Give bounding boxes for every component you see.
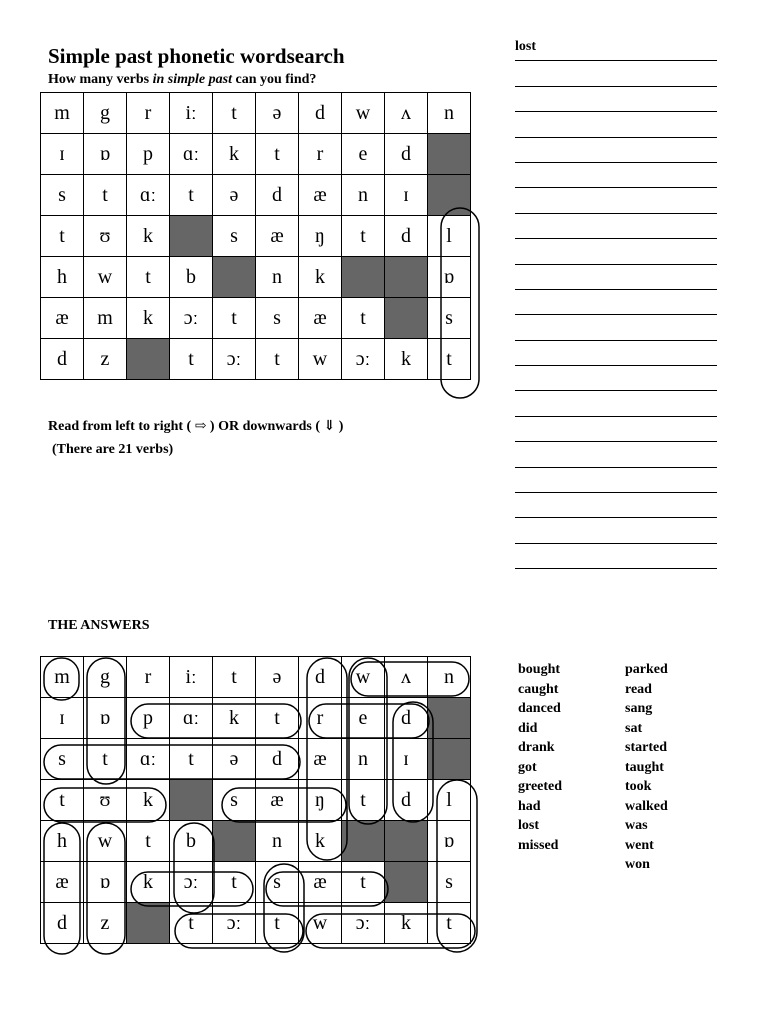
grid-row [41, 657, 471, 698]
answer-line [515, 341, 717, 366]
letter-cell: d [385, 698, 428, 739]
answer-line [515, 290, 717, 315]
letter-cell: æ [299, 739, 342, 780]
shaded-cell [342, 257, 385, 298]
letter-cell: s [213, 780, 256, 821]
letter-cell: d [41, 339, 84, 380]
answer-line [515, 138, 717, 163]
letter-cell: ɑː [127, 739, 170, 780]
shaded-cell [428, 175, 471, 216]
letter-cell: d [385, 134, 428, 175]
letter-cell: ʊ [84, 780, 127, 821]
letter-cell: t [213, 862, 256, 903]
letter-cell: p [127, 134, 170, 175]
letter-cell: s [213, 216, 256, 257]
answer-word: taught [625, 759, 664, 775]
answer-line: lost [515, 36, 717, 61]
letter-cell: k [299, 257, 342, 298]
letter-cell: æ [299, 175, 342, 216]
answer-line [515, 391, 717, 416]
letter-cell: t [256, 339, 299, 380]
answer-word: had [518, 798, 541, 814]
letter-cell: s [428, 862, 471, 903]
letter-cell: n [256, 821, 299, 862]
answer-word: got [518, 759, 537, 775]
answer-word: danced [518, 701, 561, 716]
letter-cell: e [342, 134, 385, 175]
shaded-cell [428, 739, 471, 780]
letter-cell: s [41, 739, 84, 780]
grid-row [41, 780, 471, 821]
letter-cell: w [342, 657, 385, 698]
letter-cell: k [127, 780, 170, 821]
page-subtitle: How many verbs in simple past can you find? [48, 72, 317, 87]
letter-cell: b [170, 821, 213, 862]
shaded-cell [428, 134, 471, 175]
letter-cell: t [342, 298, 385, 339]
letter-cell: t [84, 175, 127, 216]
answer-word: started [625, 740, 667, 755]
letter-cell: æ [299, 298, 342, 339]
answer-word: read [625, 681, 652, 697]
subtitle-emphasis: in simple past [152, 72, 232, 87]
answers-heading: THE ANSWERS [48, 618, 150, 633]
shaded-cell [385, 821, 428, 862]
answer-word: lost [518, 818, 539, 833]
letter-cell: r [127, 93, 170, 134]
letter-cell: r [299, 134, 342, 175]
answer-word: sat [625, 720, 643, 736]
letter-cell: s [41, 175, 84, 216]
letter-cell: r [299, 698, 342, 739]
letter-cell: m [41, 93, 84, 134]
letter-cell: ɑː [170, 698, 213, 739]
letter-cell: t [41, 780, 84, 821]
answer-grid [40, 656, 471, 944]
letter-cell: æ [299, 862, 342, 903]
letter-cell: iː [170, 657, 213, 698]
letter-cell: t [256, 134, 299, 175]
letter-cell: m [84, 298, 127, 339]
answer-line [515, 315, 717, 340]
answer-word: sang [625, 701, 653, 716]
answer-line [515, 188, 717, 213]
grid-row [41, 739, 471, 780]
shaded-cell [127, 903, 170, 944]
letter-cell: ɪ [385, 739, 428, 780]
letter-cell: ɒ [428, 257, 471, 298]
answer-line [515, 87, 717, 112]
shaded-cell [342, 821, 385, 862]
answer-word: bought [518, 662, 561, 677]
answer-writing-lines [515, 36, 717, 569]
answer-line [515, 417, 717, 442]
letter-cell: m [41, 657, 84, 698]
answer-line [515, 163, 717, 188]
letter-cell: t [170, 739, 213, 780]
letter-cell: w [84, 821, 127, 862]
answer-line [515, 214, 717, 239]
letter-cell: æ [41, 298, 84, 339]
letter-cell: ɒ [84, 134, 127, 175]
letter-cell: s [256, 298, 299, 339]
letter-cell: t [84, 739, 127, 780]
letter-cell: t [256, 903, 299, 944]
letter-cell: d [385, 216, 428, 257]
puzzle-grid [40, 92, 471, 380]
letter-cell: æ [41, 862, 84, 903]
letter-cell: t [41, 216, 84, 257]
answer-word: missed [518, 837, 559, 853]
letter-cell: t [213, 93, 256, 134]
letter-cell: ɔː [342, 339, 385, 380]
shaded-cell [170, 216, 213, 257]
letter-cell: n [428, 657, 471, 698]
answer-word: walked [625, 798, 668, 814]
letter-cell: z [84, 903, 127, 944]
letter-cell: ɔː [170, 298, 213, 339]
letter-cell: k [213, 134, 256, 175]
grid-row [41, 216, 471, 257]
answer-line [515, 518, 717, 543]
letter-cell: ɔː [213, 903, 256, 944]
letter-cell: k [127, 862, 170, 903]
letter-cell: ŋ [299, 780, 342, 821]
letter-cell: g [84, 657, 127, 698]
letter-cell: ə [213, 739, 256, 780]
letter-cell: ɑː [170, 134, 213, 175]
letter-cell: l [428, 216, 471, 257]
letter-cell: d [299, 657, 342, 698]
letter-cell: w [84, 257, 127, 298]
letter-cell: ŋ [299, 216, 342, 257]
answer-word: went [625, 837, 654, 853]
letter-cell: d [41, 903, 84, 944]
grid-row [41, 257, 471, 298]
letter-cell: w [299, 339, 342, 380]
letter-cell: ʊ [84, 216, 127, 257]
letter-cell: n [428, 93, 471, 134]
answer-word: parked [625, 662, 668, 677]
letter-cell: ɪ [385, 175, 428, 216]
letter-cell: k [385, 339, 428, 380]
letter-cell: t [170, 903, 213, 944]
answer-line [515, 366, 717, 391]
letter-cell: ə [256, 657, 299, 698]
letter-cell: z [84, 339, 127, 380]
letter-cell: ɔː [170, 862, 213, 903]
shaded-cell [428, 698, 471, 739]
letter-cell: t [342, 780, 385, 821]
answer-word-list-2 [625, 660, 668, 875]
answer-line [515, 265, 717, 290]
shaded-cell [213, 821, 256, 862]
letter-cell: t [342, 862, 385, 903]
letter-cell: k [127, 298, 170, 339]
grid-row [41, 175, 471, 216]
letter-cell: t [428, 339, 471, 380]
letter-cell: ʌ [385, 93, 428, 134]
letter-cell: ɪ [41, 698, 84, 739]
answer-line [515, 239, 717, 264]
verb-count-note: (There are 21 verbs) [52, 442, 174, 457]
letter-cell: t [213, 657, 256, 698]
letter-cell: ə [256, 93, 299, 134]
answer-word: took [625, 779, 652, 794]
letter-cell: n [256, 257, 299, 298]
letter-cell: h [41, 257, 84, 298]
letter-cell: d [385, 780, 428, 821]
letter-cell: ɒ [428, 821, 471, 862]
answer-word: caught [518, 681, 559, 697]
grid-row [41, 93, 471, 134]
letter-cell: n [342, 175, 385, 216]
letter-cell: l [428, 780, 471, 821]
letter-cell: ʌ [385, 657, 428, 698]
answer-line [515, 493, 717, 518]
grid-row [41, 698, 471, 739]
letter-cell: k [213, 698, 256, 739]
reading-instructions: Read from left to right ( ⇨ ) OR downwards ( ⇓ ) [48, 419, 344, 434]
answer-line [515, 61, 717, 86]
letter-cell: e [342, 698, 385, 739]
letter-cell: ə [213, 175, 256, 216]
letter-cell: t [127, 821, 170, 862]
grid-row [41, 862, 471, 903]
answer-line [515, 468, 717, 493]
letter-cell: d [256, 175, 299, 216]
letter-cell: t [127, 257, 170, 298]
letter-cell: p [127, 698, 170, 739]
letter-cell: ɒ [84, 862, 127, 903]
shaded-cell [385, 298, 428, 339]
answer-word: greeted [518, 779, 563, 794]
answer-line [515, 442, 717, 467]
grid-row [41, 339, 471, 380]
letter-cell: t [213, 298, 256, 339]
letter-cell: ɪ [41, 134, 84, 175]
letter-cell: iː [170, 93, 213, 134]
letter-cell: t [256, 698, 299, 739]
letter-cell: t [342, 216, 385, 257]
letter-cell: k [127, 216, 170, 257]
letter-cell: w [342, 93, 385, 134]
answer-word: won [625, 857, 650, 872]
letter-cell: b [170, 257, 213, 298]
letter-cell: ɒ [84, 698, 127, 739]
answer-line [515, 544, 717, 569]
letter-cell: w [299, 903, 342, 944]
letter-cell: k [385, 903, 428, 944]
shaded-cell [170, 780, 213, 821]
letter-cell: ɔː [342, 903, 385, 944]
letter-cell: d [256, 739, 299, 780]
letter-cell: d [299, 93, 342, 134]
answer-word: was [625, 818, 648, 833]
letter-cell: t [170, 339, 213, 380]
letter-cell: k [299, 821, 342, 862]
page-title: Simple past phonetic wordsearch [48, 44, 345, 68]
letter-cell: r [127, 657, 170, 698]
grid-row [41, 903, 471, 944]
shaded-cell [385, 257, 428, 298]
grid-row [41, 298, 471, 339]
letter-cell: g [84, 93, 127, 134]
letter-cell: t [428, 903, 471, 944]
letter-cell: s [256, 862, 299, 903]
grid-row [41, 134, 471, 175]
letter-cell: ɑː [127, 175, 170, 216]
answer-word-list-1 [518, 660, 562, 855]
letter-cell: t [170, 175, 213, 216]
shaded-cell [385, 862, 428, 903]
answer-line [515, 112, 717, 137]
shaded-cell [213, 257, 256, 298]
grid-row [41, 821, 471, 862]
letter-cell: æ [256, 216, 299, 257]
letter-cell: ɔː [213, 339, 256, 380]
answer-word: drank [518, 740, 555, 755]
letter-cell: s [428, 298, 471, 339]
answer-word: did [518, 720, 538, 736]
letter-cell: h [41, 821, 84, 862]
letter-cell: æ [256, 780, 299, 821]
letter-cell: n [342, 739, 385, 780]
shaded-cell [127, 339, 170, 380]
